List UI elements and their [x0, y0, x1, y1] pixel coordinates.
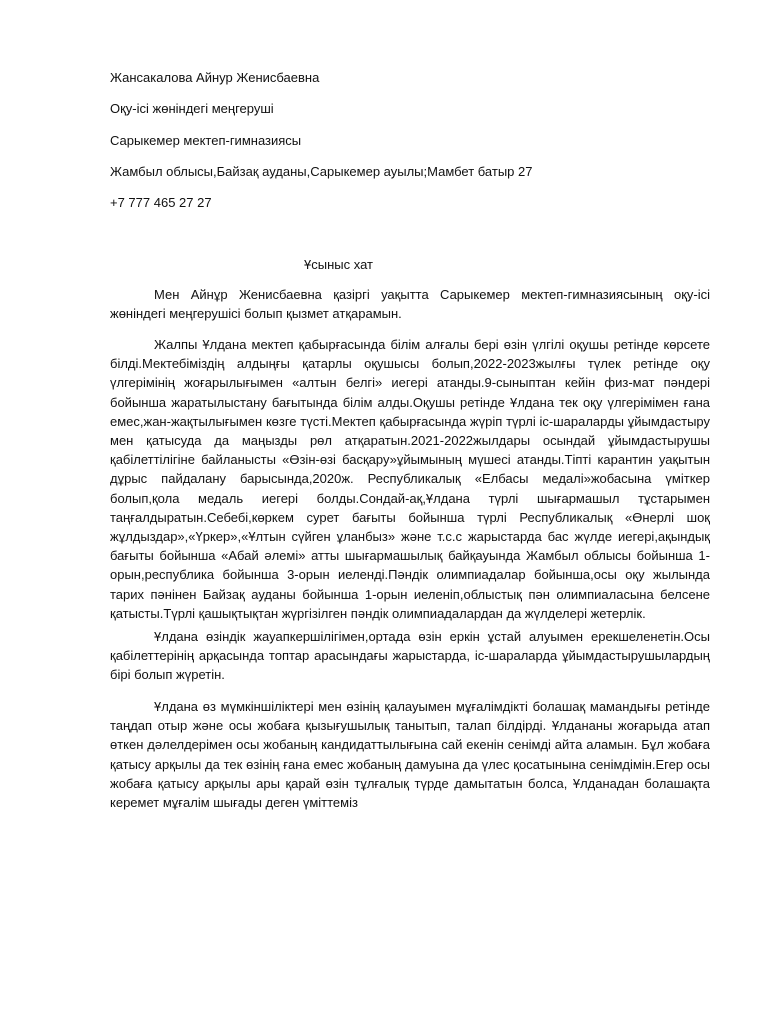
body-paragraph: Ұлдана өзіндік жауапкершілігімен,ортада өзін еркін ұстай алуымен ерекшеленетін.Осы қабілеттерінің арқасында топтар арасындағы жарыстарда, іс-шараларда ұйымдастырушылардың бірі болып жүретін. [110, 629, 710, 683]
body-paragraph: Жалпы Ұлдана мектеп қабырғасында білім алғалы бері өзін үлгілі оқушы ретінде көрсете білді.Мектебіміздің алдыңғы қатарлы оқушысы болып,2022-2023жылғы түлек ретінде оқу үлгерімінің жоғарылығымен «алтын белгі» иегері атанды.9-сыныптан кейін физ-мат пәндері бойынша жаратылыстану бағытында білім алды.Оқушы ретінде Ұлдана тек оқу үлгерімімен ғана емес,жан-жақтылығымен көзге түсті.Мектеп қабырғасында жүріп түрлі іс-шараларды ұйымдастыру мен қатысуда да маңызды рөл атқаратын.2021-2022жылдары осындай ұйымдастырушы қабілеттілігіне байланысты «Өзін-өзі басқару»ұйымының мүшесі атанды.Тіпті карантин уақытын дұрыс пайдалану барысында,2020ж. Республикалық «Елбасы медалі»жобасына үміткер болып,қола медаль иегері болды.Сондай-ақ,Ұлдана түрлі шығармашыл тұстарымен таңғалдыратын.Себебі,көркем сурет бағыты бойынша түрлі Республикалық «Өнерлі шоқ жұлдыздар»,«Үркер»,«Ұлтын сүйген ұланбыз» және т.с.с жарыстарда бас жүлде иегері,ақындық бағыты бойынша «Абай әлемі» атты шығармашылық байқауында Жамбыл облысы бойынша 1-орын,республика бойынша 3-орын иеленді.Пәндік олимпиадалар бойынша,осы оқу жылында тарих пәнінен Байзақ ауданы бойынша 1-орын иеленіп,облыстық пән олимпиаласына белсене қатысты.Түрлі қашықтықтан жүргізілген пәндік олимпиадалардан да жүлделері жетерлік. [110, 337, 710, 621]
author-position: Оқу-ісі жөніндегі меңгеруші [110, 101, 274, 116]
body-paragraph: Ұлдана өз мүмкіншіліктері мен өзінің қалауымен мұғалімдікті болашақ мамандығы ретінде таңдап отыр және осы жобаға қызығушылық танытып, талап білдірді. Ұлдананы жоғарыда атап өткен дәлелдерімен осы жобаның кандидаттылығына сай екенін сенімді айта аламын. Бұл жобаға қатысу арқылы да тек өзінің ғана емес жобаның дамуына да үлес қосатынына сенімдімін.Егер осы жобаға қатысу арқылы ары қарай өзін тұлғалық түрде дамытатын болса, Ұлданадан болашақта керемет мұғалім шығады деген үміттеміз [110, 699, 710, 811]
document-title: Ұсыныс хат [304, 257, 373, 272]
author-school: Сарыкемер мектеп-гимназиясы [110, 133, 302, 148]
author-address: Жамбыл облысы,Байзақ ауданы,Сарыкемер ауылы;Мамбет батыр 27 [110, 164, 533, 179]
author-name: Жансакалова Айнур Женисбаевна [110, 70, 320, 85]
author-phone: +7 777 465 27 27 [110, 195, 212, 210]
body-paragraph: Мен Айнұр Женисбаевна қазіргі уақытта Сарыкемер мектеп-гимназиясының оқу-ісі жөніндегі меңгерушісі болып қызмет атқарамын. [110, 287, 710, 322]
